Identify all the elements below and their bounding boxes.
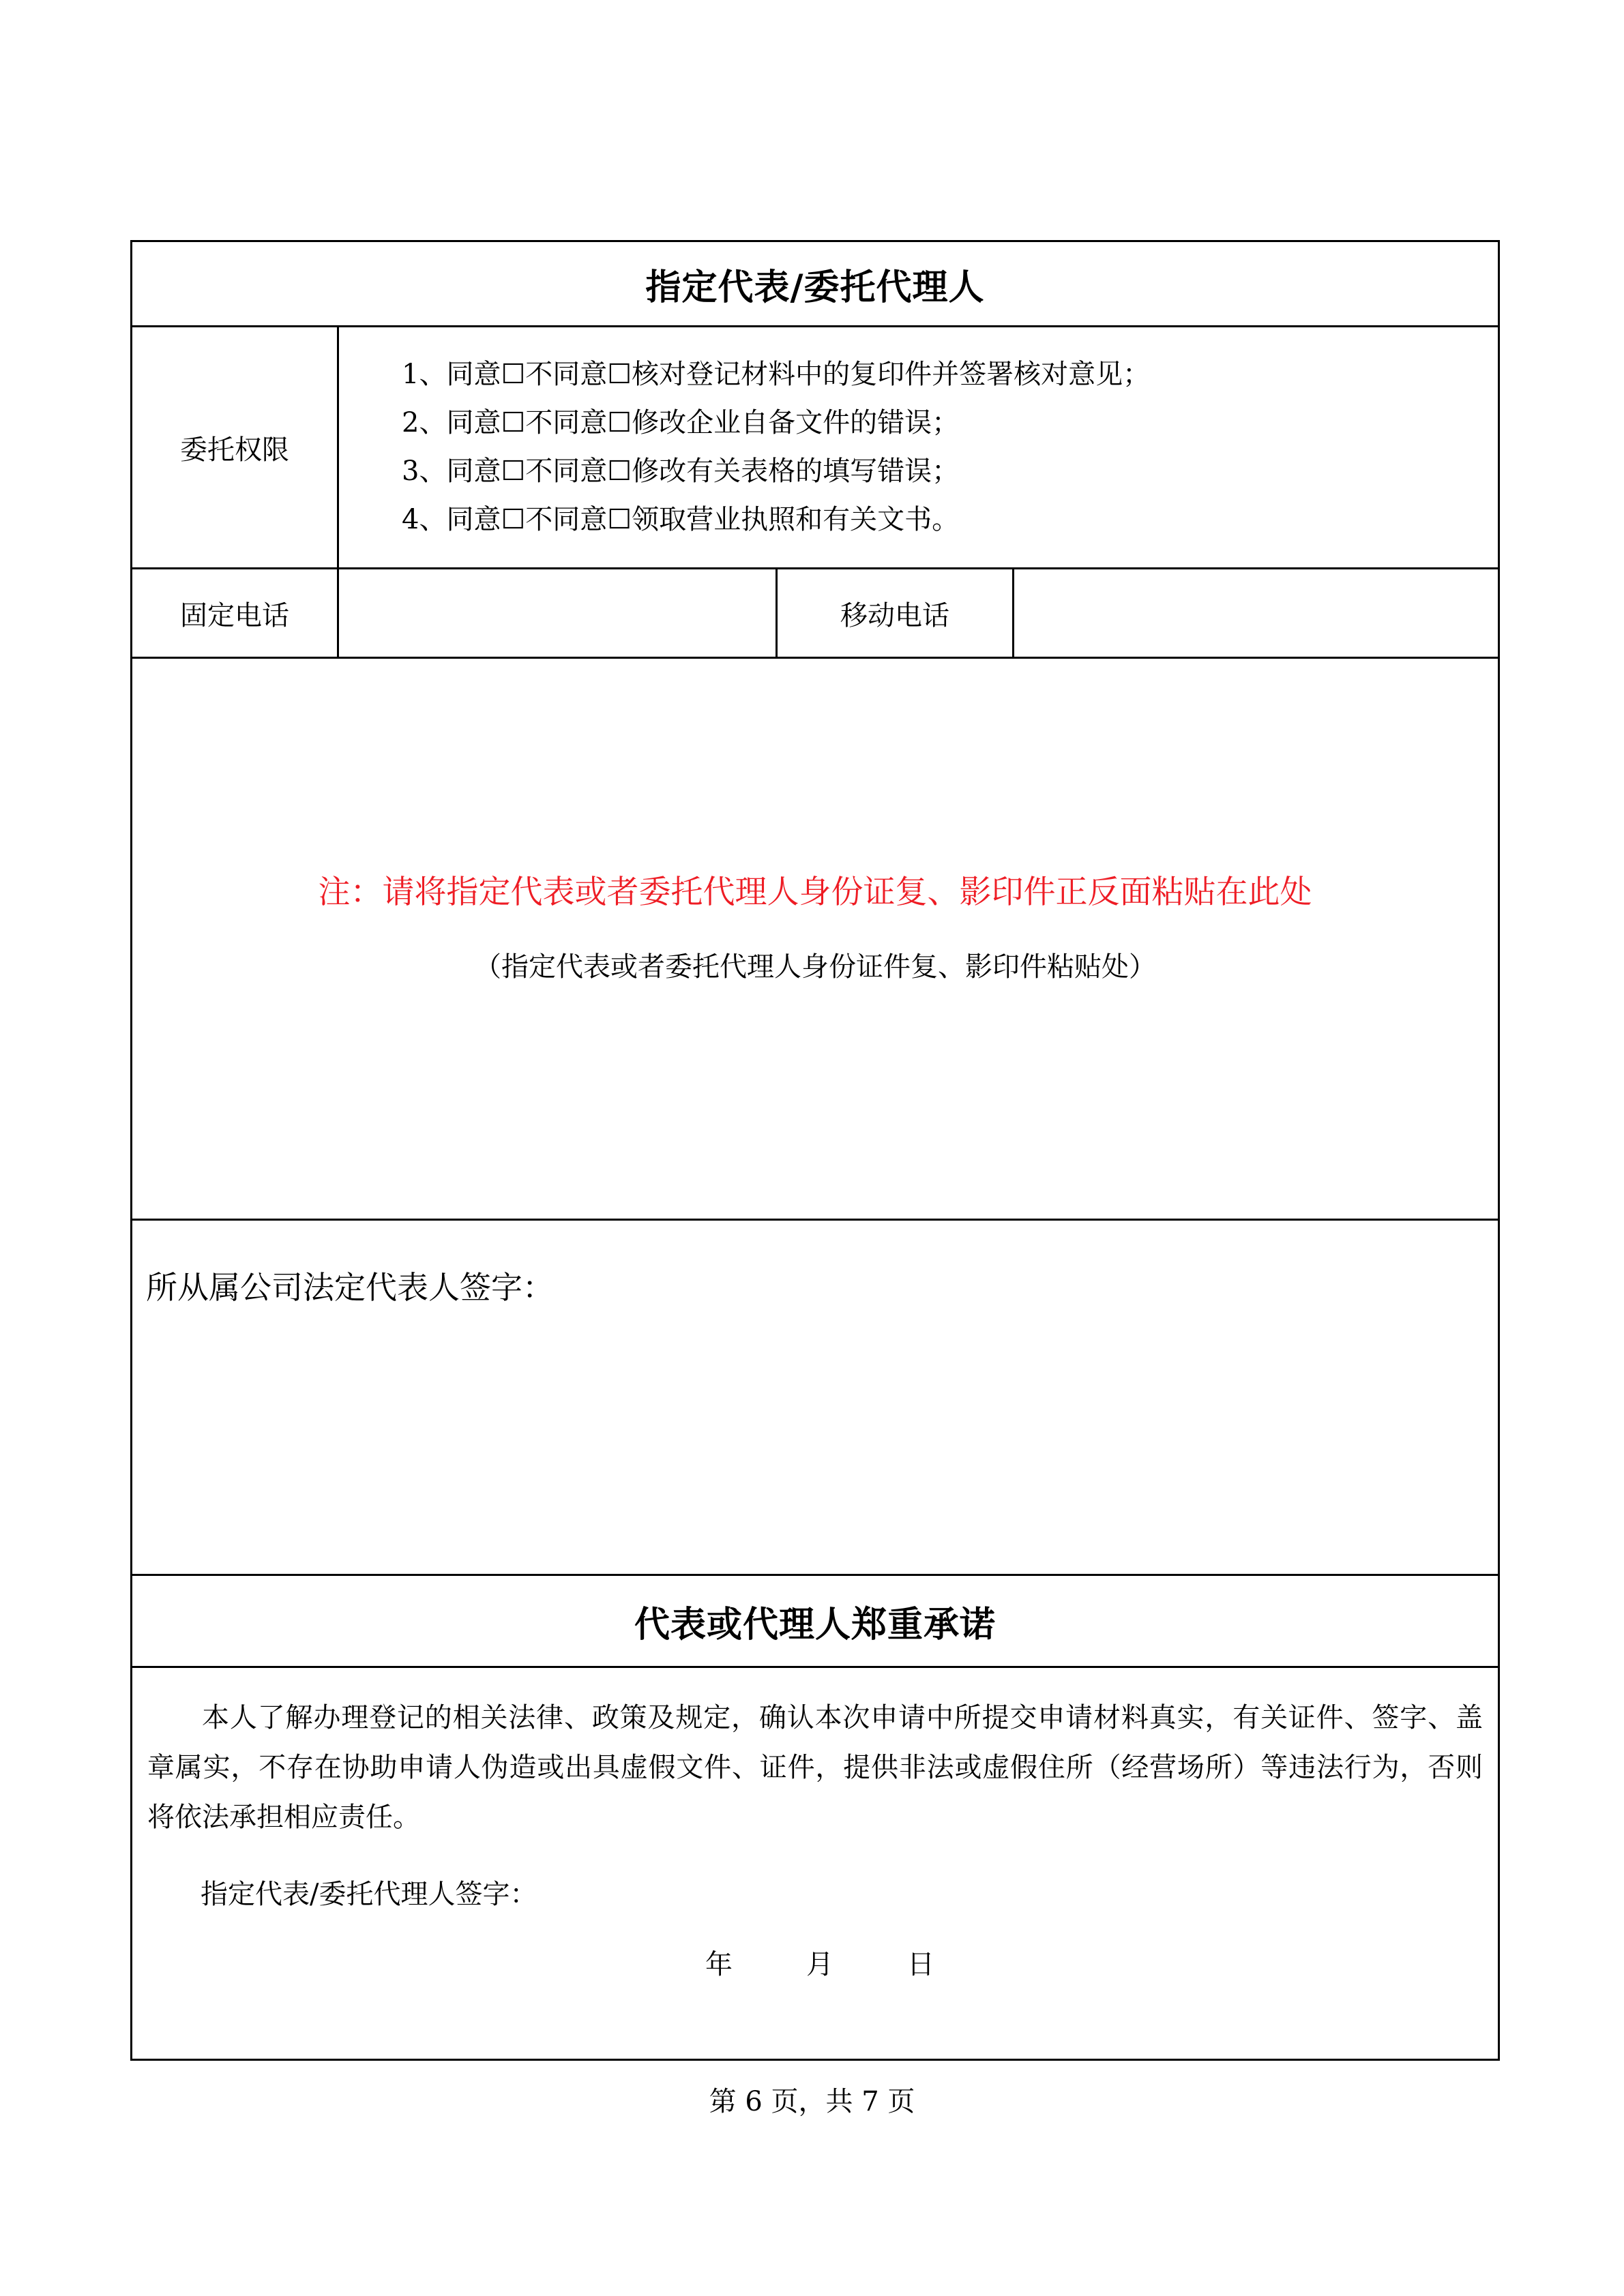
landline-field[interactable] [337, 569, 776, 657]
authority-list [337, 327, 1498, 567]
promise-text: 本人了解办理登记的相关法律、政策及规定，确认本次申请中所提交申请材料真实，有关证件、签字、盖章属实，不存在协助申请人伪造或出具虚假文件、证件，提供非法或虚假住所（经营场所）等违法行为，否则将依法承担相应责任。 [147, 1702, 1483, 1833]
mobile-label: 移动电话 [776, 569, 1012, 657]
phone-row [132, 567, 1498, 657]
delegate-signature-label: 指定代表/委托代理人签字： [201, 1879, 537, 1910]
authority-item-1: 1、同意☐不同意☐核对登记材料中的复印件并签署核对意见； [402, 359, 1151, 390]
id-copy-placeholder: （指定代表或者委托代理人身份证件复、影印件粘贴处） [474, 951, 1156, 983]
company-signature-label: 所从属公司法定代表人签字： [146, 1269, 554, 1306]
mobile-field[interactable] [1012, 569, 1498, 657]
id-copy-note: 注：请将指定代表或者委托代理人身份证复、影印件正反面粘贴在此处 [318, 873, 1312, 911]
date-day: 日 [907, 1949, 934, 1980]
authority-item-2: 2、同意☐不同意☐修改企业自备文件的错误； [402, 407, 960, 438]
page-number: 第 6 页，共 7 页 [709, 2086, 915, 2117]
date-month: 月 [806, 1949, 833, 1980]
authority-row [132, 325, 1498, 567]
id-copy-area [132, 657, 1498, 1219]
authority-label: 委托权限 [180, 434, 289, 466]
promise-title: 代表或代理人郑重承诺 [634, 1604, 996, 1645]
company-signature-area [132, 1219, 1498, 1574]
authority-item-4: 4、同意☐不同意☐领取营业执照和有关文书。 [402, 504, 960, 535]
delegate-form [130, 240, 1500, 2061]
promise-area [132, 1666, 1498, 2059]
form-title-row [132, 242, 1498, 325]
promise-title-row [132, 1574, 1498, 1666]
form-title: 指定代表/委托代理人 [645, 267, 985, 308]
date-year: 年 [705, 1949, 733, 1980]
authority-item-3: 3、同意☐不同意☐修改有关表格的填写错误； [402, 456, 960, 487]
signature-date [132, 1943, 1498, 1982]
landline-label: 固定电话 [180, 599, 289, 631]
